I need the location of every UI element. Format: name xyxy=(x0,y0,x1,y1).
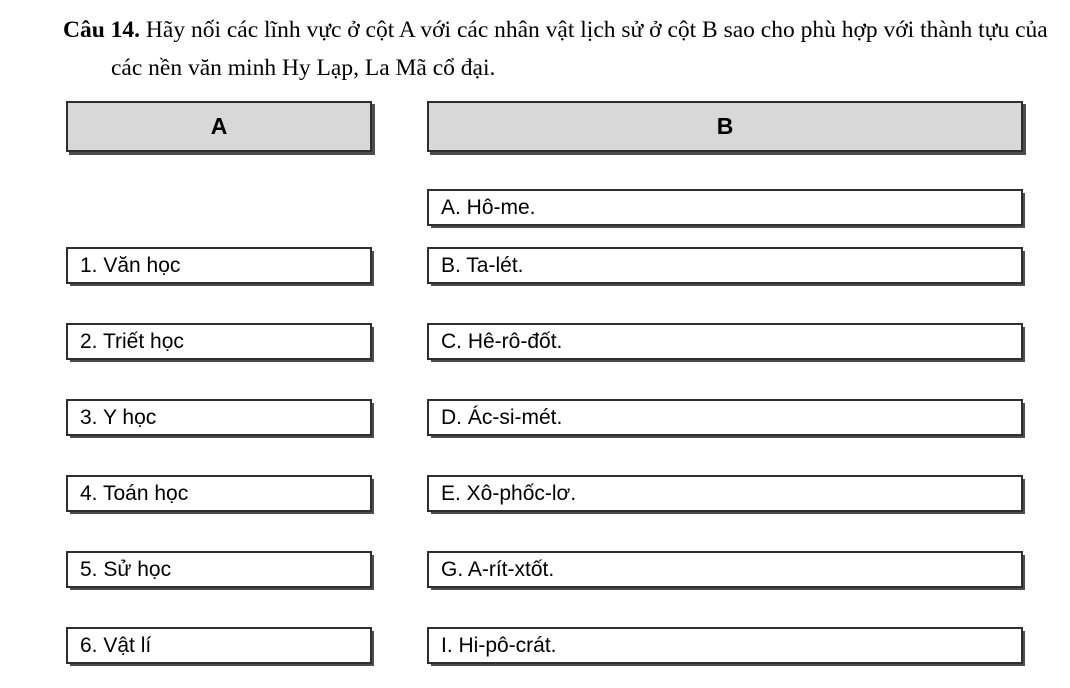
column-b-item-d-ac-si-met: D. Ác-si-mét. xyxy=(427,399,1023,436)
question-text: Hãy nối các lĩnh vực ở cột A với các nhân vật lịch sử ở cột B sao cho phù hợp với thành tựu của các nền văn minh Hy Lạp, La Mã cổ đại. xyxy=(111,17,1048,81)
question-number: Câu 14. xyxy=(63,17,141,43)
column-a-item-3-y-hoc: 3. Y học xyxy=(66,399,372,436)
column-a-item-4-toan-hoc: 4. Toán học xyxy=(66,475,372,512)
column-b-item-a-ho-me: A. Hô-me. xyxy=(427,189,1023,226)
column-b-item-g-a-rit-xtot: G. A-rít-xtốt. xyxy=(427,551,1023,588)
column-b-header: B xyxy=(427,101,1023,152)
column-a-item-6-vat-li: 6. Vật lí xyxy=(66,627,372,664)
question-paragraph xyxy=(63,11,1048,87)
column-a-item-1-van-hoc: 1. Văn học xyxy=(66,247,372,284)
column-a-header: A xyxy=(66,101,372,152)
column-b-item-c-he-ro-dot: C. Hê-rô-đốt. xyxy=(427,323,1023,360)
column-b-item-i-hi-po-crat: I. Hi-pô-crát. xyxy=(427,627,1023,664)
column-a-item-2-triet-hoc: 2. Triết học xyxy=(66,323,372,360)
column-a-item-5-su-hoc: 5. Sử học xyxy=(66,551,372,588)
column-b-item-b-ta-let: B. Ta-lét. xyxy=(427,247,1023,284)
column-b-item-e-xo-phoc-lo: E. Xô-phốc-lơ. xyxy=(427,475,1023,512)
